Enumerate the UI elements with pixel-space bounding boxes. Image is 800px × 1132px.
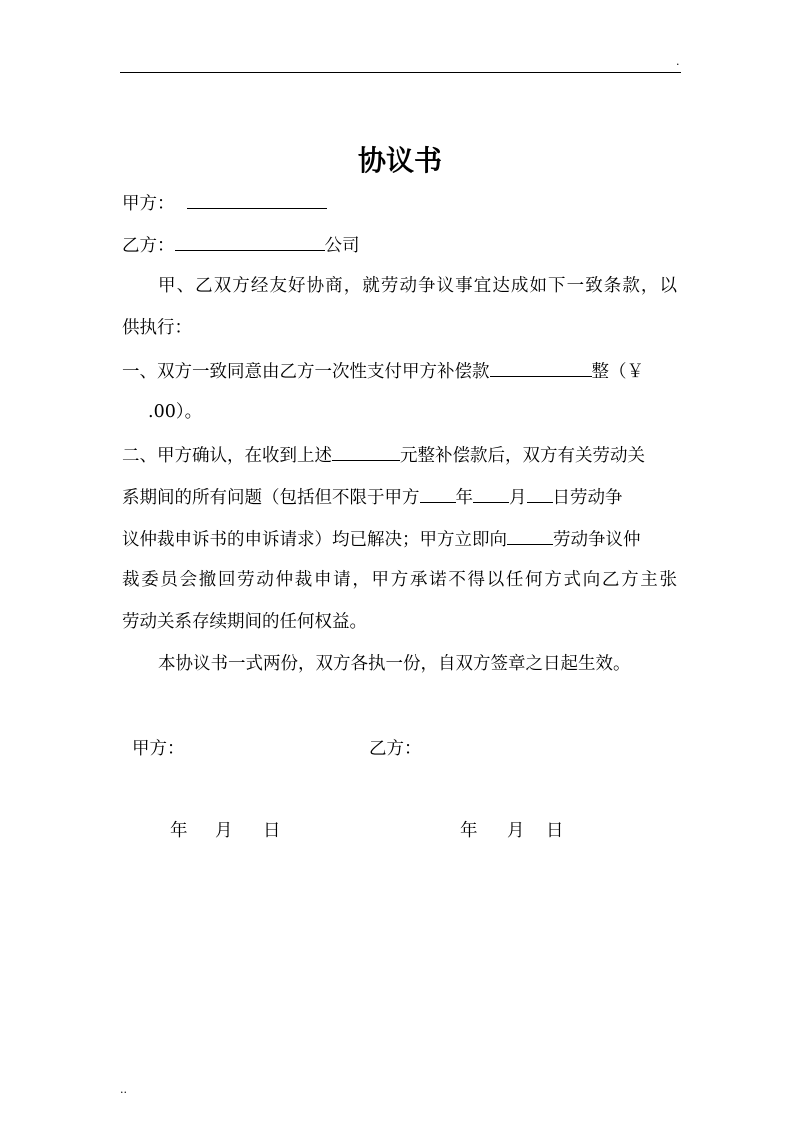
party-b-date-year: 年 xyxy=(460,821,478,841)
clause-2-text-2a: 系期间的所有问题（包括但不限于甲方 xyxy=(122,488,420,508)
footer-mark: .. xyxy=(120,1083,127,1096)
clause-2-text-1b: 元整补偿款后，双方有关劳动关 xyxy=(400,446,645,466)
arbitration-committee-blank xyxy=(507,527,553,545)
amount-blank xyxy=(332,443,400,461)
month-blank xyxy=(473,485,509,503)
party-a-line xyxy=(122,191,327,215)
clause-2-line-1 xyxy=(122,443,645,467)
clause-2-line-5: 劳动关系存续期间的任何权益。 xyxy=(122,612,367,632)
party-a-date-year: 年 xyxy=(170,821,188,841)
signature-party-b-label: 乙方： xyxy=(369,739,422,759)
compensation-amount-blank xyxy=(490,359,592,377)
party-b-date-day: 日 xyxy=(546,821,564,841)
intro-line-2: 供执行： xyxy=(122,318,192,338)
clause-1-text-2: 整（￥ xyxy=(591,362,644,382)
year-blank xyxy=(420,485,456,503)
clause-1-line-2: .00）。 xyxy=(148,402,203,422)
header-mark: . xyxy=(676,55,680,68)
clause-2-text-3a: 议仲裁申诉书的申诉请求）均已解决；甲方立即向 xyxy=(122,530,507,550)
party-b-blank xyxy=(175,233,325,251)
signature-dates xyxy=(0,820,800,842)
clause-1-text: 一、双方一致同意由乙方一次性支付甲方补偿款 xyxy=(122,362,490,382)
clause-2-text-3b: 劳动争议仲 xyxy=(553,530,641,550)
party-b-suffix: 公司 xyxy=(324,236,360,256)
clause-2-line-2 xyxy=(122,485,623,509)
day-blank xyxy=(527,485,553,503)
party-b-line xyxy=(122,233,360,257)
clause-2-text-1a: 二、甲方确认，在收到上述 xyxy=(122,446,332,466)
clause-2-line-4: 裁委员会撤回劳动仲裁申请，甲方承诺不得以任何方式向乙方主张 xyxy=(122,570,677,590)
clause-2-line-3 xyxy=(122,527,641,551)
clause-2-month: 月 xyxy=(509,488,527,508)
party-a-date-day: 日 xyxy=(263,821,281,841)
party-a-blank xyxy=(187,191,327,209)
intro-line-1: 甲、乙双方经友好协商，就劳动争议事宜达成如下一致条款，以 xyxy=(158,276,677,296)
party-b-label: 乙方： xyxy=(122,236,175,256)
document-title: 协议书 xyxy=(357,144,442,177)
signature-party-a-label: 甲方： xyxy=(132,739,185,759)
header-rule xyxy=(120,72,681,73)
closing-statement: 本协议书一式两份，双方各执一份，自双方签章之日起生效。 xyxy=(158,654,631,674)
party-a-date-month: 月 xyxy=(215,821,233,841)
party-a-label: 甲方： xyxy=(122,194,175,214)
clause-2-year: 年 xyxy=(455,488,473,508)
clause-2-text-2d: 日劳动争 xyxy=(552,488,623,508)
party-b-date-month: 月 xyxy=(507,821,525,841)
clause-1-line-1 xyxy=(122,359,644,383)
